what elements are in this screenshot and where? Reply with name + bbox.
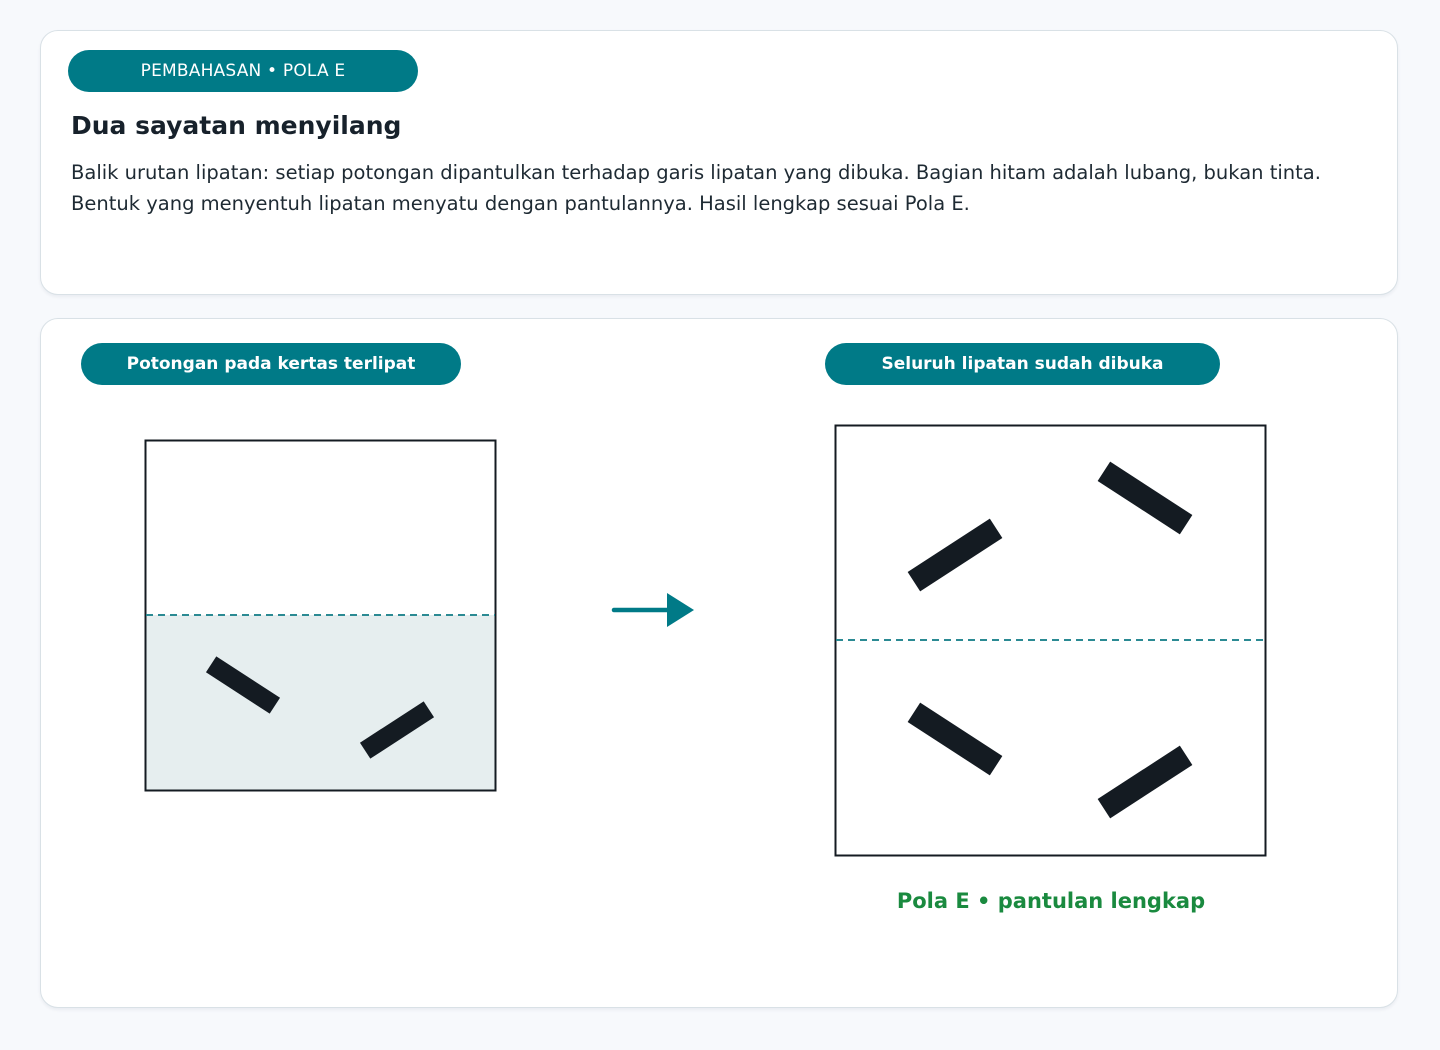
folded-panel-label: Potongan pada kertas terlipat: [81, 343, 461, 385]
unfolded-panel-label: Seluruh lipatan sudah dibuka: [825, 343, 1220, 385]
result-caption: Pola E • pantulan lengkap: [896, 889, 1206, 913]
unfolded-paper: [836, 426, 1266, 856]
diagram-card: [40, 318, 1398, 1008]
section-badge: PEMBAHASAN • POLA E: [68, 50, 418, 92]
page-title: Dua sayatan menyilang: [71, 111, 402, 140]
folded-paper: [146, 441, 496, 791]
explanation-text: Balik urutan lipatan: setiap potongan dipantulkan terhadap garis lipatan yang dibuka. Bagian hitam adalah lubang, bukan tinta. Bentuk yang menyentuh lipatan menyatu dengan pantulannya. Hasil lengkap sesuai Pola E.: [71, 161, 1321, 215]
folded-region-shade: [147, 615, 495, 790]
explanation-card: [40, 30, 1398, 295]
arrow-right-icon: [614, 593, 694, 627]
